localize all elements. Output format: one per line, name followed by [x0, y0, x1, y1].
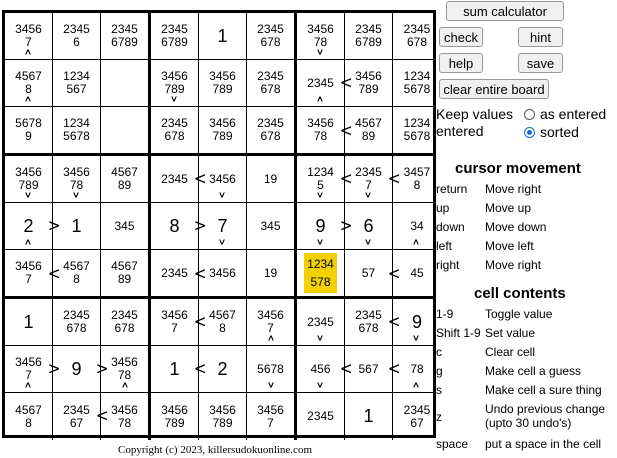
cell-value: 345: [114, 218, 135, 233]
hint-button[interactable]: hint: [518, 27, 563, 47]
cell-value: 2345: [161, 265, 188, 280]
grid-cell[interactable]: [53, 203, 101, 250]
inequality-sign: ˄: [23, 47, 33, 71]
grid-cell[interactable]: [393, 156, 441, 203]
grid-cell[interactable]: [345, 346, 393, 393]
cell-value: 2345 6789: [161, 22, 188, 49]
shortcut-key: z: [436, 410, 442, 424]
inequality-sign: ˅: [169, 94, 179, 118]
grid-cell[interactable]: [247, 393, 297, 440]
cell-value: 3456: [209, 265, 236, 280]
grid-cell[interactable]: [199, 346, 247, 393]
grid-cell[interactable]: [53, 156, 101, 203]
grid-cell[interactable]: [5, 346, 53, 393]
grid-cell[interactable]: [199, 60, 247, 107]
shortcut-description: Clear cell: [485, 345, 536, 359]
cell-value: 19: [263, 171, 278, 186]
grid-cell[interactable]: [297, 203, 345, 250]
shortcut-description: Make cell a guess: [485, 364, 582, 378]
cell-value: 3456 78: [307, 22, 334, 49]
inequality-sign: ˅: [23, 190, 33, 214]
inequality-sign: <: [339, 358, 353, 379]
shortcut-description: Move right: [485, 182, 542, 196]
inequality-sign: <: [193, 311, 207, 332]
grid-cell[interactable]: [297, 299, 345, 346]
grid-cell[interactable]: [345, 60, 393, 107]
grid-cell[interactable]: [393, 393, 441, 440]
cell-value: 3456 78: [63, 165, 90, 192]
cell-value: 3456 7: [257, 402, 284, 430]
grid-cell[interactable]: [53, 107, 101, 156]
cell-value: 3456 7: [15, 259, 42, 286]
grid-cell[interactable]: [297, 346, 345, 393]
inequality-sign: ˅: [363, 190, 373, 214]
grid-cell[interactable]: [247, 13, 297, 60]
inequality-sign: <: [47, 263, 61, 284]
cell-value: 3456 789: [209, 69, 236, 96]
cell-value: 2345 678: [355, 308, 382, 335]
grid-cell[interactable]: [101, 60, 151, 107]
cell-value: 3456 789: [209, 402, 236, 430]
grid-cell[interactable]: [199, 13, 247, 60]
grid-cell[interactable]: [101, 107, 151, 156]
cell-value: 4567 8: [63, 259, 90, 286]
cell-value: 1: [71, 215, 82, 236]
inequality-sign: >: [47, 358, 61, 379]
shortcut-description: Move up: [485, 201, 532, 215]
inequality-sign: >: [95, 358, 109, 379]
shortcut-key: c: [436, 345, 442, 359]
cell-value: 3456 7: [161, 308, 188, 335]
shortcut-description: Undo previous change (upto 30 undo's): [485, 402, 606, 430]
inequality-sign: <: [387, 311, 401, 332]
grid-cell[interactable]: [5, 13, 53, 60]
shortcut-key: Shift 1-9: [436, 326, 481, 340]
grid-cell[interactable]: [247, 156, 297, 203]
inequality-sign: ˅: [315, 237, 325, 261]
grid-cell[interactable]: [297, 393, 345, 440]
grid-cell[interactable]: [199, 250, 247, 299]
cell-value: 3456 78: [111, 402, 138, 430]
grid-cell[interactable]: [247, 250, 297, 299]
grid-cell[interactable]: [393, 60, 441, 107]
save-button[interactable]: save: [518, 53, 563, 73]
inequality-sign: ˅: [71, 190, 81, 214]
shortcut-description: Toggle value: [485, 307, 553, 321]
cell-value: 4567 8: [15, 69, 42, 96]
sum-calculator-button[interactable]: sum calculator: [446, 1, 564, 21]
grid-cell[interactable]: [393, 346, 441, 393]
cell-value: 7: [217, 215, 228, 236]
cell-value: 1: [363, 406, 374, 426]
cell-value: 2345 678: [257, 116, 284, 143]
grid-cell[interactable]: [297, 250, 345, 299]
grid-cell[interactable]: [297, 107, 345, 156]
cell-value: 3456 7: [15, 22, 42, 49]
cell-value: 3456 789: [15, 165, 42, 192]
inequality-sign: ˅: [266, 380, 276, 404]
grid-cell[interactable]: [345, 393, 393, 440]
grid-cell[interactable]: [345, 107, 393, 156]
cell-value: 2345 678: [257, 22, 284, 49]
shortcut-description: put a space in the cell: [485, 437, 602, 451]
copyright-notice: Copyright (c) 2023, killersudokuonline.com: [118, 444, 312, 456]
cell-value: 8: [169, 215, 180, 236]
inequality-sign: ˄: [411, 237, 421, 261]
cell-value: 1234 5678: [403, 116, 431, 143]
cell-value: 456: [310, 361, 331, 376]
shortcut-key: s: [436, 383, 442, 397]
cell-value: 3456: [209, 171, 236, 186]
cell-value: 1234 5678: [403, 69, 431, 96]
cell-value: 4567 89: [111, 259, 138, 286]
cell-value: 1: [217, 25, 228, 46]
cell-value: 2345 67: [63, 402, 90, 430]
grid-cell[interactable]: [247, 346, 297, 393]
grid-cell[interactable]: [101, 346, 151, 393]
grid-cell[interactable]: [345, 13, 393, 60]
cell-value: 1: [169, 358, 180, 379]
inequality-sign: <: [95, 405, 109, 426]
cell-value: 6: [363, 215, 374, 236]
keep-values-label: Keep values entered: [436, 106, 514, 139]
grid-cell[interactable]: [247, 299, 297, 346]
cell-value: 567: [358, 361, 379, 376]
inequality-sign: ˅: [315, 47, 325, 71]
inequality-sign: ˄: [23, 237, 33, 261]
inequality-sign: <: [193, 168, 207, 189]
shortcut-description: Set value: [485, 326, 536, 340]
cell-value: 3456 78: [307, 116, 334, 143]
inequality-sign: <: [193, 358, 207, 379]
grid-cell[interactable]: [151, 107, 199, 156]
grid-cell[interactable]: [393, 13, 441, 60]
cell-value: 4567 89: [355, 116, 382, 143]
inequality-sign: ˄: [411, 380, 421, 404]
grid-cell[interactable]: [199, 107, 247, 156]
cell-value: 9: [411, 311, 422, 332]
grid-cell[interactable]: [151, 346, 199, 393]
grid-cell[interactable]: [5, 250, 53, 299]
grid-cell[interactable]: [101, 156, 151, 203]
cell-value: 3456 789: [209, 116, 236, 143]
radio-as-entered-label: as entered: [540, 106, 607, 122]
grid-cell[interactable]: [393, 250, 441, 299]
shortcut-description: Make cell a sure thing: [485, 383, 602, 397]
radio-sorted-label: sorted: [540, 124, 579, 140]
shortcut-key: g: [436, 364, 443, 378]
grid-cell[interactable]: [393, 299, 441, 346]
inequality-sign: ˄: [23, 380, 33, 404]
cell-value: 1234 5: [307, 165, 334, 192]
inequality-sign: ˅: [411, 333, 421, 357]
inequality-sign: ˅: [315, 190, 325, 214]
cell-value: 4567 8: [15, 402, 42, 430]
grid-cell[interactable]: [101, 13, 151, 60]
clear-board-button[interactable]: clear entire board: [439, 79, 549, 99]
grid-cell[interactable]: [345, 250, 393, 299]
grid-cell[interactable]: [53, 299, 101, 346]
shortcut-key: 1-9: [436, 307, 454, 321]
inequality-sign: ˄: [120, 380, 130, 404]
grid-cell[interactable]: [199, 393, 247, 440]
grid-cell[interactable]: [345, 203, 393, 250]
cell-value: 57: [361, 265, 376, 280]
radio-as-entered[interactable]: [524, 109, 535, 120]
grid-cell[interactable]: [297, 60, 345, 107]
cell-value: 9: [315, 215, 326, 236]
cell-value: 2345 6: [63, 22, 90, 49]
radio-sorted[interactable]: [524, 127, 535, 138]
grid-cell[interactable]: [101, 250, 151, 299]
cell-value: 2345 678: [111, 308, 138, 335]
cell-value: 78: [410, 361, 424, 376]
grid-cell[interactable]: [53, 60, 101, 107]
grid-cell[interactable]: [151, 299, 199, 346]
cell-value: 2345 678: [403, 22, 431, 49]
cell-value: 4567 89: [111, 165, 138, 192]
cell-value: 3456 789: [161, 69, 188, 96]
cell-value: 2345 7: [355, 165, 382, 192]
cell-value: 2345: [307, 314, 334, 329]
shortcut-description: Move right: [485, 258, 542, 272]
check-button[interactable]: check: [439, 27, 483, 47]
inequality-sign: ˅: [363, 237, 373, 261]
cell-value: 3457 8: [403, 165, 431, 192]
grid-cell[interactable]: [151, 156, 199, 203]
grid-cell[interactable]: [151, 203, 199, 250]
cell-contents-heading: cell contents: [474, 285, 566, 302]
grid-cell[interactable]: [151, 13, 199, 60]
shortcut-description: Move left: [485, 239, 534, 253]
shortcut-key: right: [436, 258, 460, 272]
highlight-box: [304, 253, 337, 293]
grid-cell[interactable]: [5, 203, 53, 250]
inequality-sign: ˄: [315, 94, 325, 118]
grid-cell[interactable]: [151, 393, 199, 440]
shortcut-key: left: [436, 239, 453, 253]
grid-cell[interactable]: [247, 107, 297, 156]
cell-value: 3456 78: [111, 355, 138, 382]
cell-value: 2345: [307, 409, 334, 423]
inequality-sign: >: [47, 215, 61, 236]
cell-value: 2345: [307, 75, 334, 90]
grid-cell[interactable]: [247, 60, 297, 107]
grid-cell[interactable]: [53, 13, 101, 60]
cell-value: 2345 678: [63, 308, 90, 335]
shortcut-key: up: [436, 201, 450, 215]
cell-value: 45: [410, 265, 424, 280]
grid-cell[interactable]: [5, 156, 53, 203]
inequality-sign: ˅: [217, 237, 227, 261]
cell-value: 9: [71, 358, 82, 379]
inequality-sign: >: [193, 215, 207, 236]
cell-value: 2345 678: [161, 116, 188, 143]
cell-value: 1234 578: [307, 257, 334, 289]
cell-value: 2345 678: [257, 69, 284, 96]
inequality-sign: ˅: [217, 190, 227, 214]
grid-cell[interactable]: [101, 299, 151, 346]
grid-cell[interactable]: [199, 203, 247, 250]
grid-cell[interactable]: [151, 250, 199, 299]
cell-value: 19: [263, 265, 278, 280]
inequality-sign: ˅: [315, 333, 325, 357]
cell-value: 3456 789: [355, 69, 382, 96]
grid-cell[interactable]: [151, 60, 199, 107]
grid-cell[interactable]: [199, 156, 247, 203]
inequality-sign: ˄: [266, 333, 276, 357]
grid-cell[interactable]: [101, 203, 151, 250]
grid-cell[interactable]: [393, 107, 441, 156]
cell-value: 2: [217, 358, 228, 379]
grid-cell[interactable]: [345, 299, 393, 346]
inequality-sign: ˅: [315, 380, 325, 404]
inequality-sign: <: [193, 263, 207, 284]
inequality-sign: <: [387, 263, 401, 284]
grid-cell[interactable]: [199, 299, 247, 346]
cell-value: 3456 7: [257, 308, 284, 335]
shortcut-key: return: [436, 182, 468, 196]
inequality-sign: ˄: [23, 94, 33, 118]
cell-value: 1234 567: [63, 69, 90, 96]
grid-cell[interactable]: [5, 299, 53, 346]
grid-cell[interactable]: [53, 250, 101, 299]
grid-cell[interactable]: [53, 393, 101, 440]
inequality-sign: <: [387, 168, 401, 189]
cell-value: 5678: [257, 361, 284, 376]
inequality-sign: <: [339, 72, 353, 93]
grid-cell[interactable]: [5, 393, 53, 440]
inequality-sign: <: [339, 120, 353, 141]
inequality-sign: <: [339, 168, 353, 189]
grid-cell[interactable]: [101, 393, 151, 440]
cell-value: 2: [23, 215, 34, 236]
shortcut-description: Move down: [485, 220, 547, 234]
inequality-sign: >: [339, 215, 353, 236]
cell-value: 3456 789: [161, 402, 188, 430]
cell-value: 2345: [161, 171, 188, 186]
grid-cell[interactable]: [247, 203, 297, 250]
cell-value: 3456 7: [15, 355, 42, 382]
cell-value: 345: [260, 218, 281, 233]
grid-cell[interactable]: [297, 156, 345, 203]
cell-value: 5678 9: [15, 116, 42, 143]
sudoku-grid: [2, 10, 436, 438]
cell-value: 4567 8: [209, 308, 236, 335]
grid-cell[interactable]: [345, 156, 393, 203]
grid-cell[interactable]: [393, 203, 441, 250]
cursor-movement-heading: cursor movement: [455, 160, 581, 177]
grid-cell[interactable]: [5, 60, 53, 107]
grid-cell[interactable]: [5, 107, 53, 156]
cell-value: 2345 6789: [355, 22, 382, 49]
cell-value: 1234 5678: [63, 116, 90, 143]
cell-value: 2345 67: [403, 402, 431, 430]
shortcut-key: space: [436, 437, 469, 451]
grid-cell[interactable]: [297, 13, 345, 60]
help-button[interactable]: help: [439, 53, 483, 73]
cell-value: 1: [23, 311, 34, 332]
inequality-sign: <: [387, 358, 401, 379]
cell-value: 34: [410, 218, 424, 233]
grid-cell[interactable]: [53, 346, 101, 393]
shortcut-key: down: [436, 220, 465, 234]
cell-value: 2345 6789: [111, 22, 138, 49]
